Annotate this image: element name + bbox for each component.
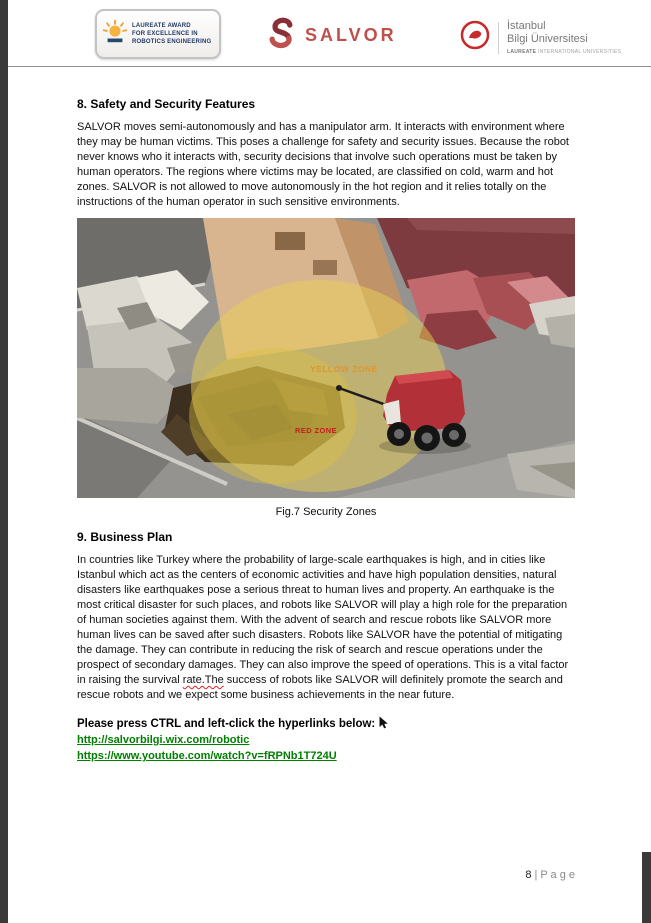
paragraph-text: success of robots like SALVOR will definitely promote the search and rescue robots and we expect some business achievements in the near future. <box>77 674 563 701</box>
laureate-award-logo <box>95 9 221 59</box>
document-header <box>8 0 651 67</box>
footer-label: P a g e <box>540 869 575 881</box>
document-page <box>8 0 651 923</box>
document-body <box>77 97 575 764</box>
salvor-logo-text: SALVOR <box>305 25 397 45</box>
link-salvor-website[interactable]: http://salvorbilgi.wix.com/robotic <box>77 734 250 746</box>
red-zone-label: RED ZONE <box>295 426 337 435</box>
university-name-line1: İstanbul <box>507 20 546 32</box>
university-subtitle-rest: INTERNATIONAL UNIVERSITIES <box>536 49 622 55</box>
figure-security-zones <box>77 218 575 498</box>
award-badge-text <box>132 22 211 46</box>
award-badge-line: ROBOTICS ENGINEERING <box>132 39 212 45</box>
university-emblem-icon <box>460 20 490 55</box>
award-badge-line: FOR EXCELLENCE IN <box>132 31 198 37</box>
mouse-cursor-icon <box>378 716 389 729</box>
hyperlink-instruction-text: Please press CTRL and left-click the hyperlinks below: <box>77 718 376 730</box>
footer-separator: | <box>534 869 538 881</box>
page-number: 8 <box>525 869 532 881</box>
university-subtitle-bold: LAUREATE <box>507 49 537 55</box>
university-name-line2: Bilgi Üniversitesi <box>507 33 588 45</box>
university-subtitle <box>507 49 621 55</box>
university-logo <box>460 20 621 55</box>
salvor-logo <box>266 17 397 54</box>
section-9-heading: 9. Business Plan <box>77 530 173 544</box>
section-8-paragraph: SALVOR moves semi-autonomously and has a manipulator arm. It interacts with environment where they may be human victims. This poses a challenge for safety and security issues. Because the robot never knows who it interacts with, security decisions that involve such operations must be taken by human operators. The regions where victims may be located, are classified on cold, warm and hot zones. SALVOR is not allowed to move autonomously in the hot region and it relies totally on the instructions of the human operator in such sensitive environments. <box>77 121 569 208</box>
link-youtube-video[interactable]: https://www.youtube.com/watch?v=fRPNb1T724U <box>77 750 337 762</box>
spellcheck-underlined-text: rate.The <box>182 674 224 686</box>
yellow-zone-label: YELLOW ZONE <box>310 364 378 374</box>
section-8-heading: 8. Safety and Security Features <box>77 97 256 111</box>
section-9-paragraph <box>77 553 575 703</box>
paragraph-text: In countries like Turkey where the probability of large-scale earthquakes is high, and in cities like Istanbul which act as the centers of economic activities and have high population densities, natural disasters like earthquakes pose a serious threat to human lives and property. An earthquake is the most critical disaster for such places, and robots like SALVOR will play a high role for the preparation of human societies against them. With the advent of search and rescue robots like SALVOR more human lives can be saved after such disasters. Robots like SALVOR have the potential of mitigating the damage. They can contribute in reducing the risk of search and rescue operations under the prospect of secondary damages. They can also improve the speed of operations. This is a vital factor in raising the survival <box>77 554 569 686</box>
sun-icon <box>102 19 128 50</box>
page-edge-shadow <box>642 852 651 923</box>
page-footer <box>8 869 575 881</box>
figure-caption: Fig.7 Security Zones <box>275 506 377 518</box>
logo-divider <box>498 22 499 54</box>
salvor-s-icon <box>266 17 296 54</box>
award-badge-line: LAUREATE AWARD <box>132 23 191 29</box>
hyperlink-instruction <box>77 716 575 732</box>
